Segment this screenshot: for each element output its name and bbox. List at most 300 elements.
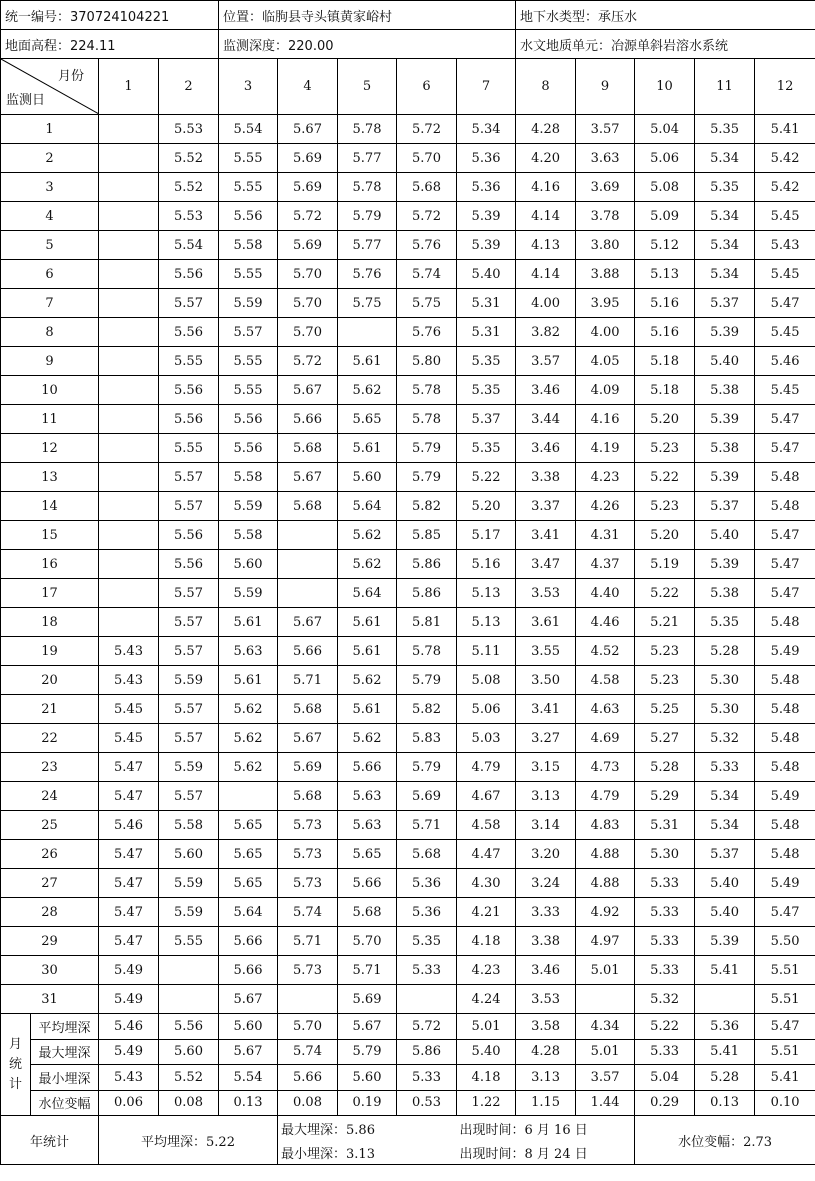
depth-cell: 5.61	[338, 434, 397, 463]
depth-cell: 5.73	[278, 811, 338, 840]
depth-cell	[278, 550, 338, 579]
depth-cell: 3.53	[516, 579, 576, 608]
day-label: 12	[1, 434, 99, 463]
depth-cell: 5.48	[755, 463, 815, 492]
depth-cell: 5.39	[695, 405, 755, 434]
depth-cell: 5.47	[755, 550, 815, 579]
depth-cell: 5.33	[635, 869, 695, 898]
table-row	[1, 231, 815, 260]
depth-cell: 5.46	[755, 347, 815, 376]
depth-cell: 5.49	[755, 869, 815, 898]
depth-cell: 5.69	[397, 782, 457, 811]
stat-row	[1, 1039, 815, 1065]
day-label: 31	[1, 985, 99, 1014]
month-header: 3	[219, 59, 278, 115]
depth-cell	[99, 144, 159, 173]
depth-cell: 4.79	[457, 753, 516, 782]
depth-cell: 3.55	[516, 637, 576, 666]
depth-cell: 5.51	[755, 956, 815, 985]
depth-cell: 5.33	[695, 753, 755, 782]
depth-cell: 5.57	[159, 579, 219, 608]
stat-value: 5.51	[755, 1039, 815, 1065]
depth-cell: 5.70	[278, 318, 338, 347]
depth-cell: 5.33	[635, 956, 695, 985]
depth-cell: 5.59	[159, 869, 219, 898]
depth-cell: 5.31	[635, 811, 695, 840]
table-row	[1, 347, 815, 376]
depth-cell: 5.36	[457, 173, 516, 202]
table-row	[1, 550, 815, 579]
table-row	[1, 115, 815, 144]
corner-month-label: 月份	[57, 69, 84, 84]
day-label: 27	[1, 869, 99, 898]
depth-cell: 5.57	[159, 724, 219, 753]
depth-cell: 5.62	[219, 724, 278, 753]
depth-cell: 5.54	[159, 231, 219, 260]
depth-cell: 5.66	[338, 753, 397, 782]
depth-cell: 5.55	[159, 434, 219, 463]
depth-cell: 5.75	[397, 289, 457, 318]
stat-value: 0.08	[278, 1090, 338, 1116]
depth-cell: 5.45	[755, 202, 815, 231]
depth-cell: 5.47	[99, 840, 159, 869]
depth-cell: 5.69	[278, 753, 338, 782]
depth-cell: 5.79	[397, 666, 457, 695]
depth-cell: 5.57	[159, 695, 219, 724]
depth-cell: 5.13	[457, 579, 516, 608]
depth-cell	[99, 521, 159, 550]
stats-label-char: 统	[8, 1056, 22, 1072]
depth-cell: 5.81	[397, 608, 457, 637]
depth-cell: 5.47	[755, 898, 815, 927]
depth-cell: 5.49	[99, 956, 159, 985]
depth-cell: 5.77	[338, 231, 397, 260]
depth-cell: 5.71	[397, 811, 457, 840]
depth-cell: 4.79	[576, 782, 635, 811]
water-type: 地下水类型：承压水	[516, 1, 815, 30]
depth-cell	[99, 376, 159, 405]
depth-cell: 5.71	[338, 956, 397, 985]
depth-cell	[397, 985, 457, 1014]
depth-cell: 5.63	[338, 782, 397, 811]
stat-value: 5.01	[457, 1014, 516, 1040]
depth-cell: 5.68	[338, 898, 397, 927]
depth-cell: 5.57	[159, 782, 219, 811]
day-label: 29	[1, 927, 99, 956]
corner-day-label: 监测日	[6, 93, 46, 108]
depth-cell: 5.53	[159, 202, 219, 231]
depth-cell	[99, 405, 159, 434]
table-row	[1, 956, 815, 985]
depth-cell: 4.46	[576, 608, 635, 637]
depth-cell: 4.28	[516, 115, 576, 144]
depth-cell: 5.40	[695, 347, 755, 376]
depth-cell: 5.42	[755, 144, 815, 173]
day-label: 5	[1, 231, 99, 260]
depth-cell: 5.58	[219, 463, 278, 492]
depth-cell: 5.36	[397, 869, 457, 898]
depth-cell: 5.48	[755, 724, 815, 753]
stat-value: 5.56	[159, 1014, 219, 1040]
stat-value: 3.13	[516, 1065, 576, 1091]
stat-name: 最大埋深	[31, 1039, 99, 1065]
depth-cell: 5.35	[695, 115, 755, 144]
month-header: 4	[278, 59, 338, 115]
depth-cell: 5.13	[457, 608, 516, 637]
stat-value: 5.86	[397, 1039, 457, 1065]
depth-cell: 5.72	[278, 202, 338, 231]
depth-cell	[159, 985, 219, 1014]
ground-elevation: 地面高程：224.11	[1, 30, 219, 59]
depth-cell: 4.88	[576, 840, 635, 869]
annual-row	[1, 1116, 815, 1141]
table-row	[1, 695, 815, 724]
depth-cell: 5.70	[397, 144, 457, 173]
depth-cell: 5.56	[219, 405, 278, 434]
depth-cell: 5.47	[755, 289, 815, 318]
table-row	[1, 579, 815, 608]
depth-cell: 5.61	[219, 666, 278, 695]
depth-cell: 5.79	[397, 753, 457, 782]
depth-cell: 5.36	[457, 144, 516, 173]
depth-cell	[99, 434, 159, 463]
depth-cell: 3.38	[516, 927, 576, 956]
depth-cell: 5.34	[695, 144, 755, 173]
depth-cell: 5.77	[338, 144, 397, 173]
depth-cell: 5.39	[457, 231, 516, 260]
location: 位置：临朐县寺头镇黄家峪村	[219, 1, 516, 30]
depth-cell: 5.23	[635, 434, 695, 463]
depth-cell: 5.59	[219, 579, 278, 608]
depth-cell: 5.65	[338, 405, 397, 434]
depth-cell: 5.34	[695, 231, 755, 260]
stat-value: 5.67	[219, 1039, 278, 1065]
day-label: 26	[1, 840, 99, 869]
depth-cell: 5.58	[159, 811, 219, 840]
table-row	[1, 782, 815, 811]
depth-cell: 5.78	[397, 405, 457, 434]
depth-cell: 5.85	[397, 521, 457, 550]
depth-cell: 4.21	[457, 898, 516, 927]
depth-cell: 5.08	[635, 173, 695, 202]
depth-cell: 5.73	[278, 869, 338, 898]
depth-cell: 5.43	[755, 231, 815, 260]
depth-cell: 5.28	[635, 753, 695, 782]
day-label: 17	[1, 579, 99, 608]
depth-cell: 5.56	[159, 318, 219, 347]
depth-cell: 5.64	[338, 579, 397, 608]
depth-cell: 4.58	[576, 666, 635, 695]
depth-cell: 5.35	[397, 927, 457, 956]
stat-value: 5.60	[219, 1014, 278, 1040]
depth-cell	[99, 260, 159, 289]
depth-cell: 5.62	[338, 521, 397, 550]
depth-cell: 5.16	[635, 289, 695, 318]
depth-cell: 5.34	[695, 260, 755, 289]
depth-cell: 5.36	[397, 898, 457, 927]
depth-cell: 5.33	[635, 898, 695, 927]
depth-cell: 5.06	[635, 144, 695, 173]
depth-cell: 5.30	[635, 840, 695, 869]
table-row	[1, 927, 815, 956]
stat-value: 0.19	[338, 1090, 397, 1116]
depth-cell: 5.37	[695, 289, 755, 318]
depth-cell: 5.67	[278, 376, 338, 405]
depth-cell: 3.63	[576, 144, 635, 173]
annual-min: 最小埋深：3.13	[278, 1140, 457, 1165]
depth-cell: 5.78	[338, 173, 397, 202]
depth-cell: 5.57	[159, 637, 219, 666]
depth-cell: 5.42	[755, 173, 815, 202]
depth-cell: 5.61	[338, 637, 397, 666]
stat-value: 5.41	[695, 1039, 755, 1065]
depth-cell: 5.55	[219, 347, 278, 376]
depth-cell: 5.08	[457, 666, 516, 695]
depth-cell: 3.88	[576, 260, 635, 289]
depth-cell: 4.26	[576, 492, 635, 521]
depth-cell: 3.46	[516, 376, 576, 405]
table-row	[1, 985, 815, 1014]
stat-value: 0.08	[159, 1090, 219, 1116]
depth-cell: 5.47	[99, 927, 159, 956]
depth-cell	[99, 318, 159, 347]
depth-cell: 5.32	[695, 724, 755, 753]
depth-cell: 5.34	[695, 782, 755, 811]
depth-cell: 5.62	[219, 753, 278, 782]
depth-cell: 3.41	[516, 521, 576, 550]
depth-cell: 3.27	[516, 724, 576, 753]
day-label: 18	[1, 608, 99, 637]
depth-cell: 5.66	[278, 637, 338, 666]
depth-cell: 3.61	[516, 608, 576, 637]
depth-cell: 5.55	[219, 173, 278, 202]
day-label: 22	[1, 724, 99, 753]
depth-cell	[159, 956, 219, 985]
annual-max: 最大埋深：5.86	[278, 1116, 457, 1141]
stat-value: 5.47	[755, 1014, 815, 1040]
depth-cell: 5.65	[219, 811, 278, 840]
station-code: 统一编号：370724104221	[1, 1, 219, 30]
depth-cell: 5.48	[755, 608, 815, 637]
day-label: 2	[1, 144, 99, 173]
table-row	[1, 666, 815, 695]
depth-cell: 5.41	[695, 956, 755, 985]
stat-value: 0.29	[635, 1090, 695, 1116]
depth-cell: 4.67	[457, 782, 516, 811]
depth-cell	[99, 231, 159, 260]
depth-cell: 5.45	[755, 318, 815, 347]
depth-cell	[338, 318, 397, 347]
depth-cell: 5.57	[159, 463, 219, 492]
depth-cell: 5.70	[278, 289, 338, 318]
depth-cell: 5.67	[278, 115, 338, 144]
depth-cell: 4.92	[576, 898, 635, 927]
day-label: 30	[1, 956, 99, 985]
depth-cell: 5.39	[457, 202, 516, 231]
depth-cell: 5.68	[397, 840, 457, 869]
depth-cell: 5.72	[397, 202, 457, 231]
depth-cell: 5.56	[159, 260, 219, 289]
stat-value: 5.74	[278, 1039, 338, 1065]
depth-cell: 5.49	[755, 782, 815, 811]
depth-cell: 4.20	[516, 144, 576, 173]
annual-average: 平均埋深：5.22	[99, 1116, 278, 1165]
depth-cell: 5.66	[338, 869, 397, 898]
depth-cell: 5.76	[397, 231, 457, 260]
depth-cell: 4.14	[516, 202, 576, 231]
depth-cell: 5.64	[338, 492, 397, 521]
depth-cell: 5.45	[99, 724, 159, 753]
depth-cell	[695, 985, 755, 1014]
depth-cell: 5.58	[219, 521, 278, 550]
depth-cell: 5.23	[635, 637, 695, 666]
depth-cell: 5.69	[278, 173, 338, 202]
depth-cell: 5.78	[397, 376, 457, 405]
stat-name: 最小埋深	[31, 1065, 99, 1091]
depth-cell: 5.60	[159, 840, 219, 869]
depth-cell	[576, 985, 635, 1014]
depth-cell: 5.35	[457, 347, 516, 376]
depth-cell: 5.55	[219, 376, 278, 405]
table-row	[1, 898, 815, 927]
depth-cell: 5.48	[755, 695, 815, 724]
depth-cell: 4.23	[457, 956, 516, 985]
stat-value: 5.70	[278, 1014, 338, 1040]
depth-cell	[99, 173, 159, 202]
depth-cell: 5.47	[755, 521, 815, 550]
depth-cell	[99, 115, 159, 144]
annual-min-time: 出现时间：8 月 24 日	[457, 1140, 635, 1165]
depth-cell: 3.44	[516, 405, 576, 434]
depth-cell: 3.50	[516, 666, 576, 695]
depth-cell: 5.76	[397, 318, 457, 347]
stat-value: 5.01	[576, 1039, 635, 1065]
depth-cell: 5.66	[278, 405, 338, 434]
stat-value: 0.53	[397, 1090, 457, 1116]
depth-cell: 5.55	[159, 927, 219, 956]
table-row	[1, 608, 815, 637]
depth-cell: 5.40	[457, 260, 516, 289]
depth-cell: 5.71	[278, 666, 338, 695]
depth-cell: 5.43	[99, 666, 159, 695]
depth-cell: 4.97	[576, 927, 635, 956]
depth-cell: 4.13	[516, 231, 576, 260]
depth-cell: 5.13	[635, 260, 695, 289]
depth-cell: 5.47	[99, 869, 159, 898]
day-label: 20	[1, 666, 99, 695]
depth-cell: 5.38	[695, 579, 755, 608]
depth-cell: 5.09	[635, 202, 695, 231]
depth-cell: 5.32	[635, 985, 695, 1014]
depth-cell: 5.79	[338, 202, 397, 231]
depth-cell: 5.39	[695, 927, 755, 956]
month-header: 5	[338, 59, 397, 115]
stat-value: 4.34	[576, 1014, 635, 1040]
month-header: 7	[457, 59, 516, 115]
depth-cell: 5.19	[635, 550, 695, 579]
depth-cell: 5.54	[219, 115, 278, 144]
depth-cell: 5.47	[99, 753, 159, 782]
stat-value: 4.18	[457, 1065, 516, 1091]
table-row	[1, 869, 815, 898]
depth-cell: 5.62	[338, 666, 397, 695]
depth-cell: 5.22	[635, 463, 695, 492]
table-row	[1, 521, 815, 550]
depth-cell	[278, 521, 338, 550]
table-row	[1, 434, 815, 463]
month-header: 11	[695, 59, 755, 115]
depth-cell: 5.79	[397, 434, 457, 463]
depth-cell	[99, 550, 159, 579]
day-label: 21	[1, 695, 99, 724]
day-label: 6	[1, 260, 99, 289]
monitoring-depth: 监测深度：220.00	[219, 30, 516, 59]
depth-cell	[99, 608, 159, 637]
depth-cell: 5.47	[755, 579, 815, 608]
depth-cell: 5.66	[219, 956, 278, 985]
depth-cell: 5.62	[338, 376, 397, 405]
day-label: 23	[1, 753, 99, 782]
depth-cell: 5.48	[755, 492, 815, 521]
depth-cell: 5.67	[278, 608, 338, 637]
depth-cell: 5.65	[338, 840, 397, 869]
day-label: 28	[1, 898, 99, 927]
depth-cell: 5.51	[755, 985, 815, 1014]
stat-row	[1, 1014, 815, 1040]
day-label: 7	[1, 289, 99, 318]
depth-cell: 5.61	[219, 608, 278, 637]
annual-range: 水位变幅：2.73	[635, 1116, 815, 1165]
stat-value: 5.40	[457, 1039, 516, 1065]
stat-value: 5.72	[397, 1014, 457, 1040]
depth-cell: 4.09	[576, 376, 635, 405]
depth-cell: 5.40	[695, 898, 755, 927]
table-row	[1, 811, 815, 840]
depth-cell: 4.37	[576, 550, 635, 579]
depth-cell: 5.38	[695, 376, 755, 405]
depth-cell: 5.48	[755, 811, 815, 840]
depth-cell: 5.59	[159, 898, 219, 927]
depth-cell: 4.47	[457, 840, 516, 869]
depth-cell: 5.78	[338, 115, 397, 144]
depth-cell	[278, 579, 338, 608]
monthly-stats-label	[1, 1014, 31, 1116]
depth-cell: 5.35	[457, 376, 516, 405]
depth-cell: 5.61	[338, 608, 397, 637]
depth-cell: 5.47	[755, 434, 815, 463]
day-label: 1	[1, 115, 99, 144]
table-row	[1, 376, 815, 405]
stat-value: 5.43	[99, 1065, 159, 1091]
depth-cell	[99, 492, 159, 521]
depth-cell: 5.67	[278, 724, 338, 753]
depth-cell: 5.47	[99, 898, 159, 927]
depth-cell: 5.63	[219, 637, 278, 666]
depth-cell: 5.29	[635, 782, 695, 811]
depth-cell: 5.86	[397, 550, 457, 579]
day-label: 4	[1, 202, 99, 231]
depth-cell: 5.83	[397, 724, 457, 753]
day-label: 9	[1, 347, 99, 376]
table-row	[1, 724, 815, 753]
depth-cell: 5.52	[159, 144, 219, 173]
depth-cell: 5.12	[635, 231, 695, 260]
depth-cell: 4.30	[457, 869, 516, 898]
stat-value: 5.60	[338, 1065, 397, 1091]
depth-cell: 5.62	[338, 724, 397, 753]
depth-cell: 5.22	[635, 579, 695, 608]
depth-cell: 5.56	[159, 405, 219, 434]
